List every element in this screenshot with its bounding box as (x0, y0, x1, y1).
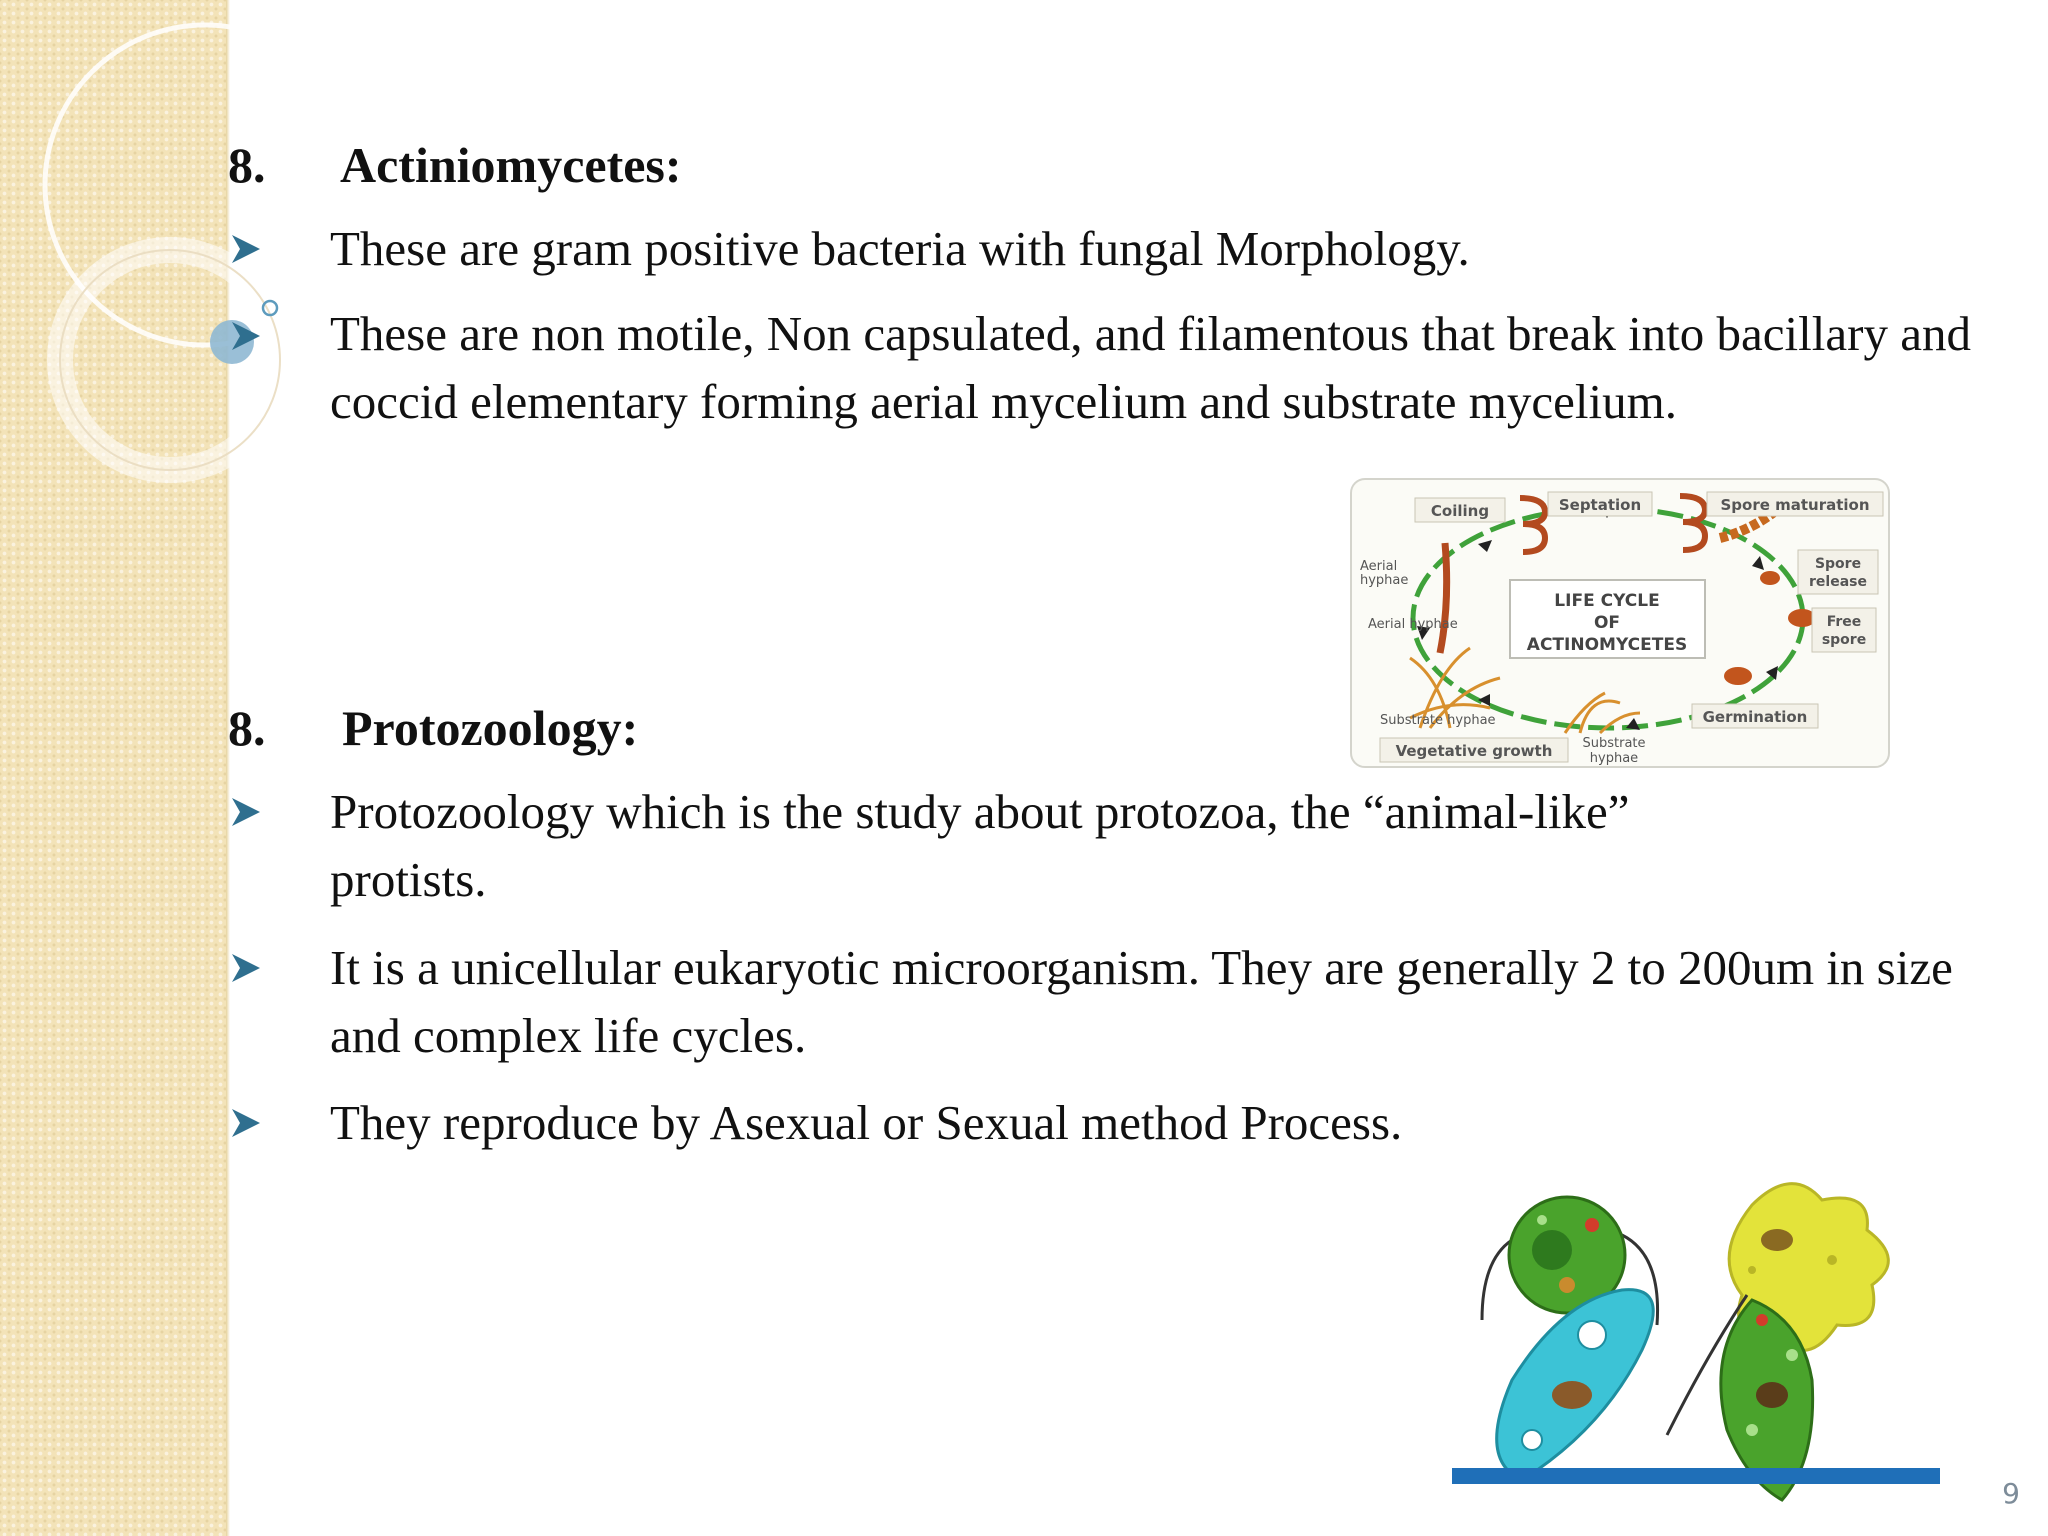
label-free-spore-1: Free (1826, 614, 1862, 630)
bullet-arrow-icon (228, 318, 264, 354)
page-number: 9 (2002, 1477, 2020, 1510)
bullet-item: They reproduce by Asexual or Sexual method Process. (330, 1095, 1403, 1150)
lifecycle-center-line1: LIFE CYCLE (1554, 591, 1660, 611)
bullet-item: Protozoology which is the study about protozoa, the “animal-like” protists. (330, 784, 1630, 907)
label-aerial-hyphae-2: hyphae (1360, 573, 1409, 588)
label-aerial-hyphae-mid: Aerial hyphae (1368, 617, 1458, 632)
label-spore-maturation: Spore maturation (1720, 496, 1870, 514)
label-spore-release-1: Spore (1814, 556, 1862, 572)
label-germination: Germination (1702, 708, 1808, 726)
bullet-arrow-icon (228, 950, 264, 986)
label-vegetative-growth: Vegetative growth (1395, 742, 1553, 760)
label-free-spore-2: spore (1821, 632, 1867, 648)
label-substrate-hyphae-bottom-2: hyphae (1589, 751, 1639, 766)
bullet-item: These are gram positive bacteria with fungal Morphology. (330, 221, 1470, 276)
section-number: 8. (228, 700, 266, 756)
bullet-arrow-icon (228, 1105, 264, 1141)
label-septation: Septation (1558, 496, 1642, 514)
decorative-rings (0, 0, 320, 520)
label-coiling: Coiling (1430, 502, 1490, 520)
lifecycle-center-line2: OF (1593, 613, 1621, 633)
bullet-arrow-icon (228, 231, 264, 267)
label-substrate-hyphae-bottom-1: Substrate (1582, 736, 1646, 751)
lifecycle-center-line3: ACTINOMYCETES (1526, 635, 1688, 655)
bullet-arrow-icon (228, 794, 264, 830)
label-spore-release-2: release (1809, 574, 1867, 590)
actinomycetes-lifecycle-figure (1350, 478, 1890, 768)
label-substrate-hyphae-left: Substrate hyphae (1380, 713, 1496, 728)
bullet-item: These are non motile, Non capsulated, and filamentous that break into bacillary and coccid elementary forming aerial mycelium and substrate mycelium. (330, 306, 1971, 429)
section-number: 8. (228, 137, 266, 193)
bullet-item: It is a unicellular eukaryotic microorganism. They are generally 2 to 200um in size and complex life cycles. (330, 940, 1953, 1063)
protozoa-illustration (1452, 1170, 1940, 1510)
label-aerial-hyphae-1: Aerial (1360, 559, 1398, 574)
section-title: Protozoology: (342, 700, 639, 756)
section-title: Actiniomycetes: (340, 137, 682, 193)
